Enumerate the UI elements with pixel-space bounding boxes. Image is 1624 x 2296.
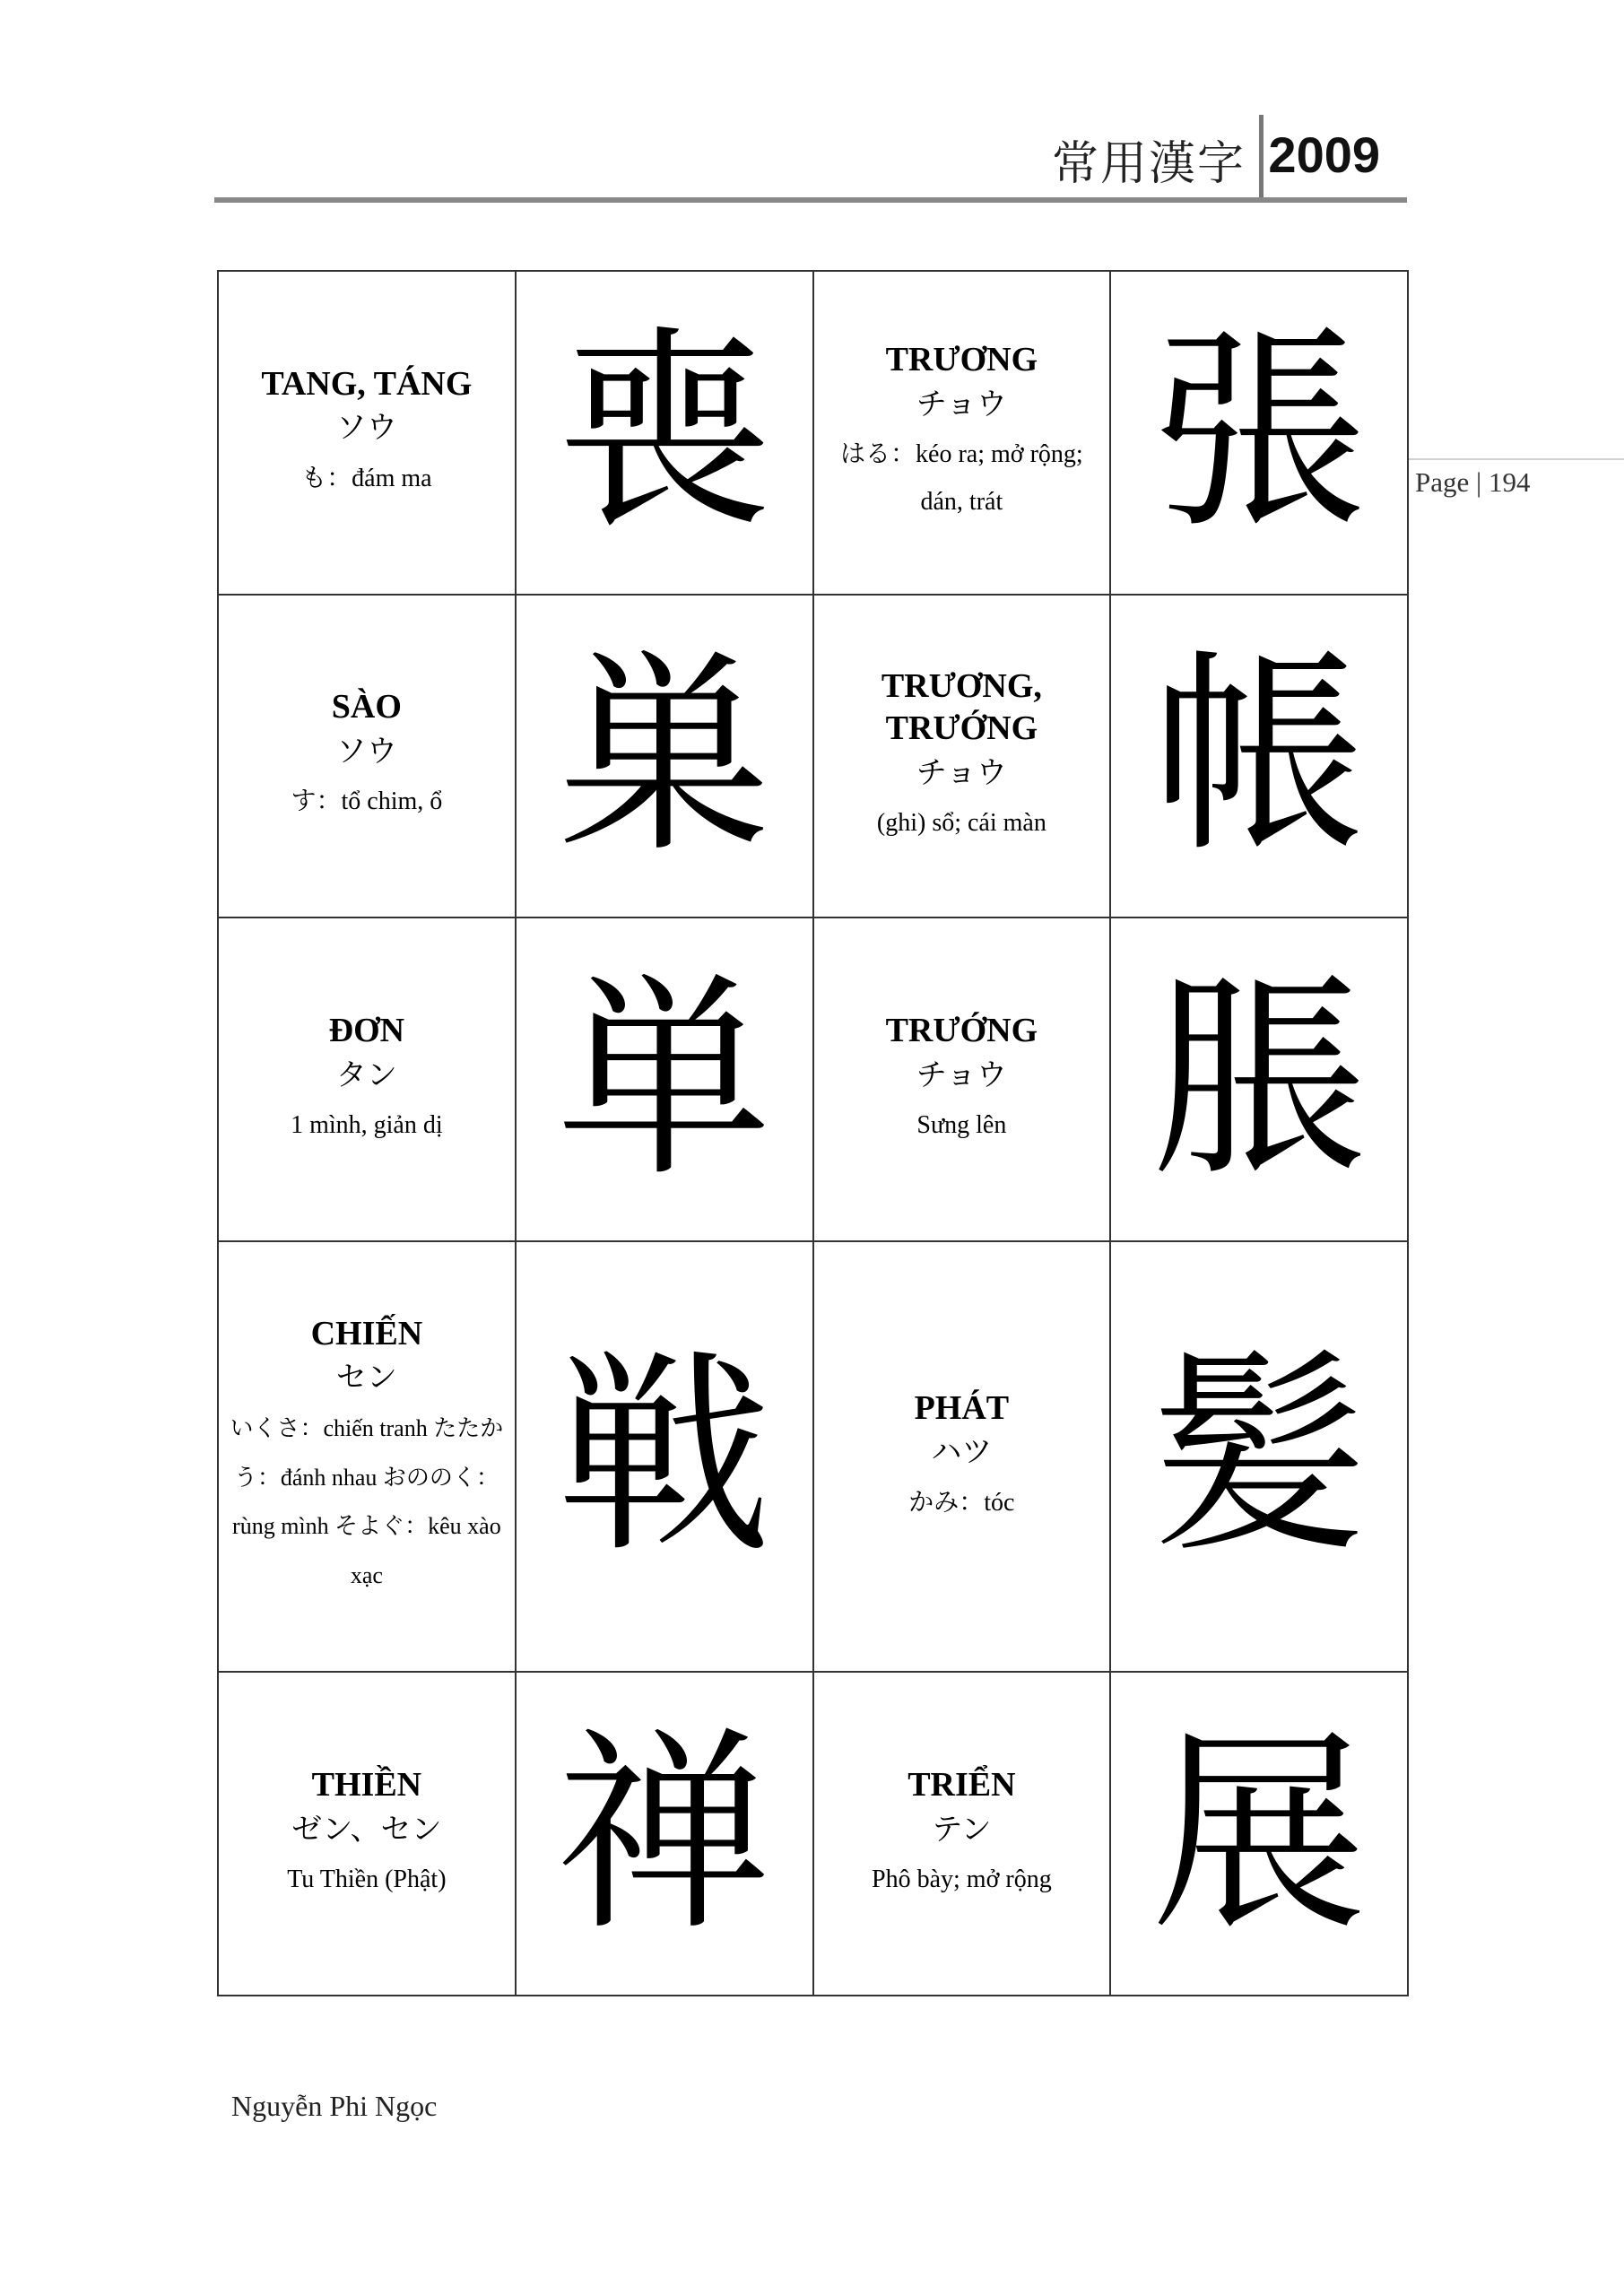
on-reading: ソウ: [335, 733, 397, 770]
kanji-table: [217, 270, 1409, 1996]
meaning: Phô bày; mở rộng: [872, 1866, 1052, 1894]
meaning: 1 mình, giản dị: [291, 1111, 443, 1139]
han-viet-reading: CHIẾN: [310, 1314, 423, 1352]
kanji-info-cell: [218, 1241, 516, 1672]
kanji-info-cell: [218, 918, 516, 1241]
han-viet-reading: TRƯỚNG: [885, 1012, 1038, 1049]
kanji-info-cell: [813, 1241, 1111, 1672]
meaning: も：đám ma: [301, 464, 432, 492]
header-separator: [1259, 115, 1264, 197]
meaning: Tu Thiền (Phật): [287, 1866, 447, 1894]
kanji-info-cell: [813, 1672, 1111, 1996]
kanji-info-cell: [813, 595, 1111, 918]
kanji-info-cell: [813, 918, 1111, 1241]
meaning: (ghi) sổ; cái màn: [876, 809, 1046, 838]
han-viet-reading: TRIỂN: [908, 1766, 1016, 1805]
meaning: Sưng lên: [916, 1111, 1007, 1139]
on-reading: ソウ: [335, 410, 397, 447]
kanji-glyph: 脹: [1110, 918, 1408, 1241]
on-reading: ハツ: [931, 1434, 993, 1471]
kanji-glyph: 展: [1110, 1672, 1408, 1996]
table-row: [218, 1672, 1408, 1996]
header-rule: [214, 197, 1407, 203]
kanji-glyph: 帳: [1110, 595, 1408, 918]
table-row: [218, 595, 1408, 918]
on-reading: タン: [335, 1057, 397, 1093]
han-viet-reading: THIỀN: [311, 1766, 422, 1805]
page-number-rule: [1408, 458, 1624, 460]
kanji-glyph: 巣: [516, 595, 813, 918]
han-viet-reading: ĐƠN: [328, 1012, 405, 1049]
table-row: [218, 1241, 1408, 1672]
kanji-glyph: 戦: [516, 1241, 813, 1672]
meaning: す：tổ chim, ổ: [291, 787, 443, 816]
kanji-info-cell: [218, 595, 516, 918]
han-viet-reading: TANG, TÁNG: [261, 364, 473, 403]
on-reading: ゼン、セン: [291, 1811, 442, 1848]
header-year: 2009: [1268, 126, 1380, 183]
on-reading: チョウ: [916, 386, 1007, 422]
on-reading: セン: [335, 1360, 397, 1396]
kanji-info-cell: [218, 1672, 516, 1996]
on-reading: テン: [932, 1811, 992, 1848]
on-reading: チョウ: [916, 1057, 1007, 1093]
han-viet-reading: TRƯƠNG, TRƯỚNG: [881, 666, 1042, 748]
han-viet-reading: TRƯƠNG: [885, 341, 1038, 379]
on-reading: チョウ: [916, 754, 1007, 791]
kanji-info-cell: [218, 271, 516, 595]
kanji-glyph: 喪: [516, 271, 813, 595]
kanji-glyph: 髪: [1110, 1241, 1408, 1672]
kanji-glyph: 張: [1110, 271, 1408, 595]
meaning: いくさ：chiến tranh たたかう：đánh nhau おののく：rùng mình そよぐ：kêu xào xạc: [230, 1414, 504, 1588]
kanji-glyph: 禅: [516, 1672, 813, 1996]
page-number: Page | 194: [1415, 466, 1531, 498]
meaning: かみ：tóc: [908, 1488, 1015, 1517]
kanji-glyph: 単: [516, 918, 813, 1241]
table-row: [218, 918, 1408, 1241]
meaning: はる：kéo ra; mở rộng; dán, trát: [840, 440, 1083, 517]
header-title: 常用漢字: [1051, 137, 1246, 191]
han-viet-reading: SÀO: [331, 688, 402, 726]
footer-author: Nguyễn Phi Ngọc: [231, 2090, 438, 2122]
page-header: [214, 108, 1407, 197]
han-viet-reading: PHÁT: [914, 1388, 1010, 1427]
kanji-info-cell: [813, 271, 1111, 595]
table-row: [218, 271, 1408, 595]
